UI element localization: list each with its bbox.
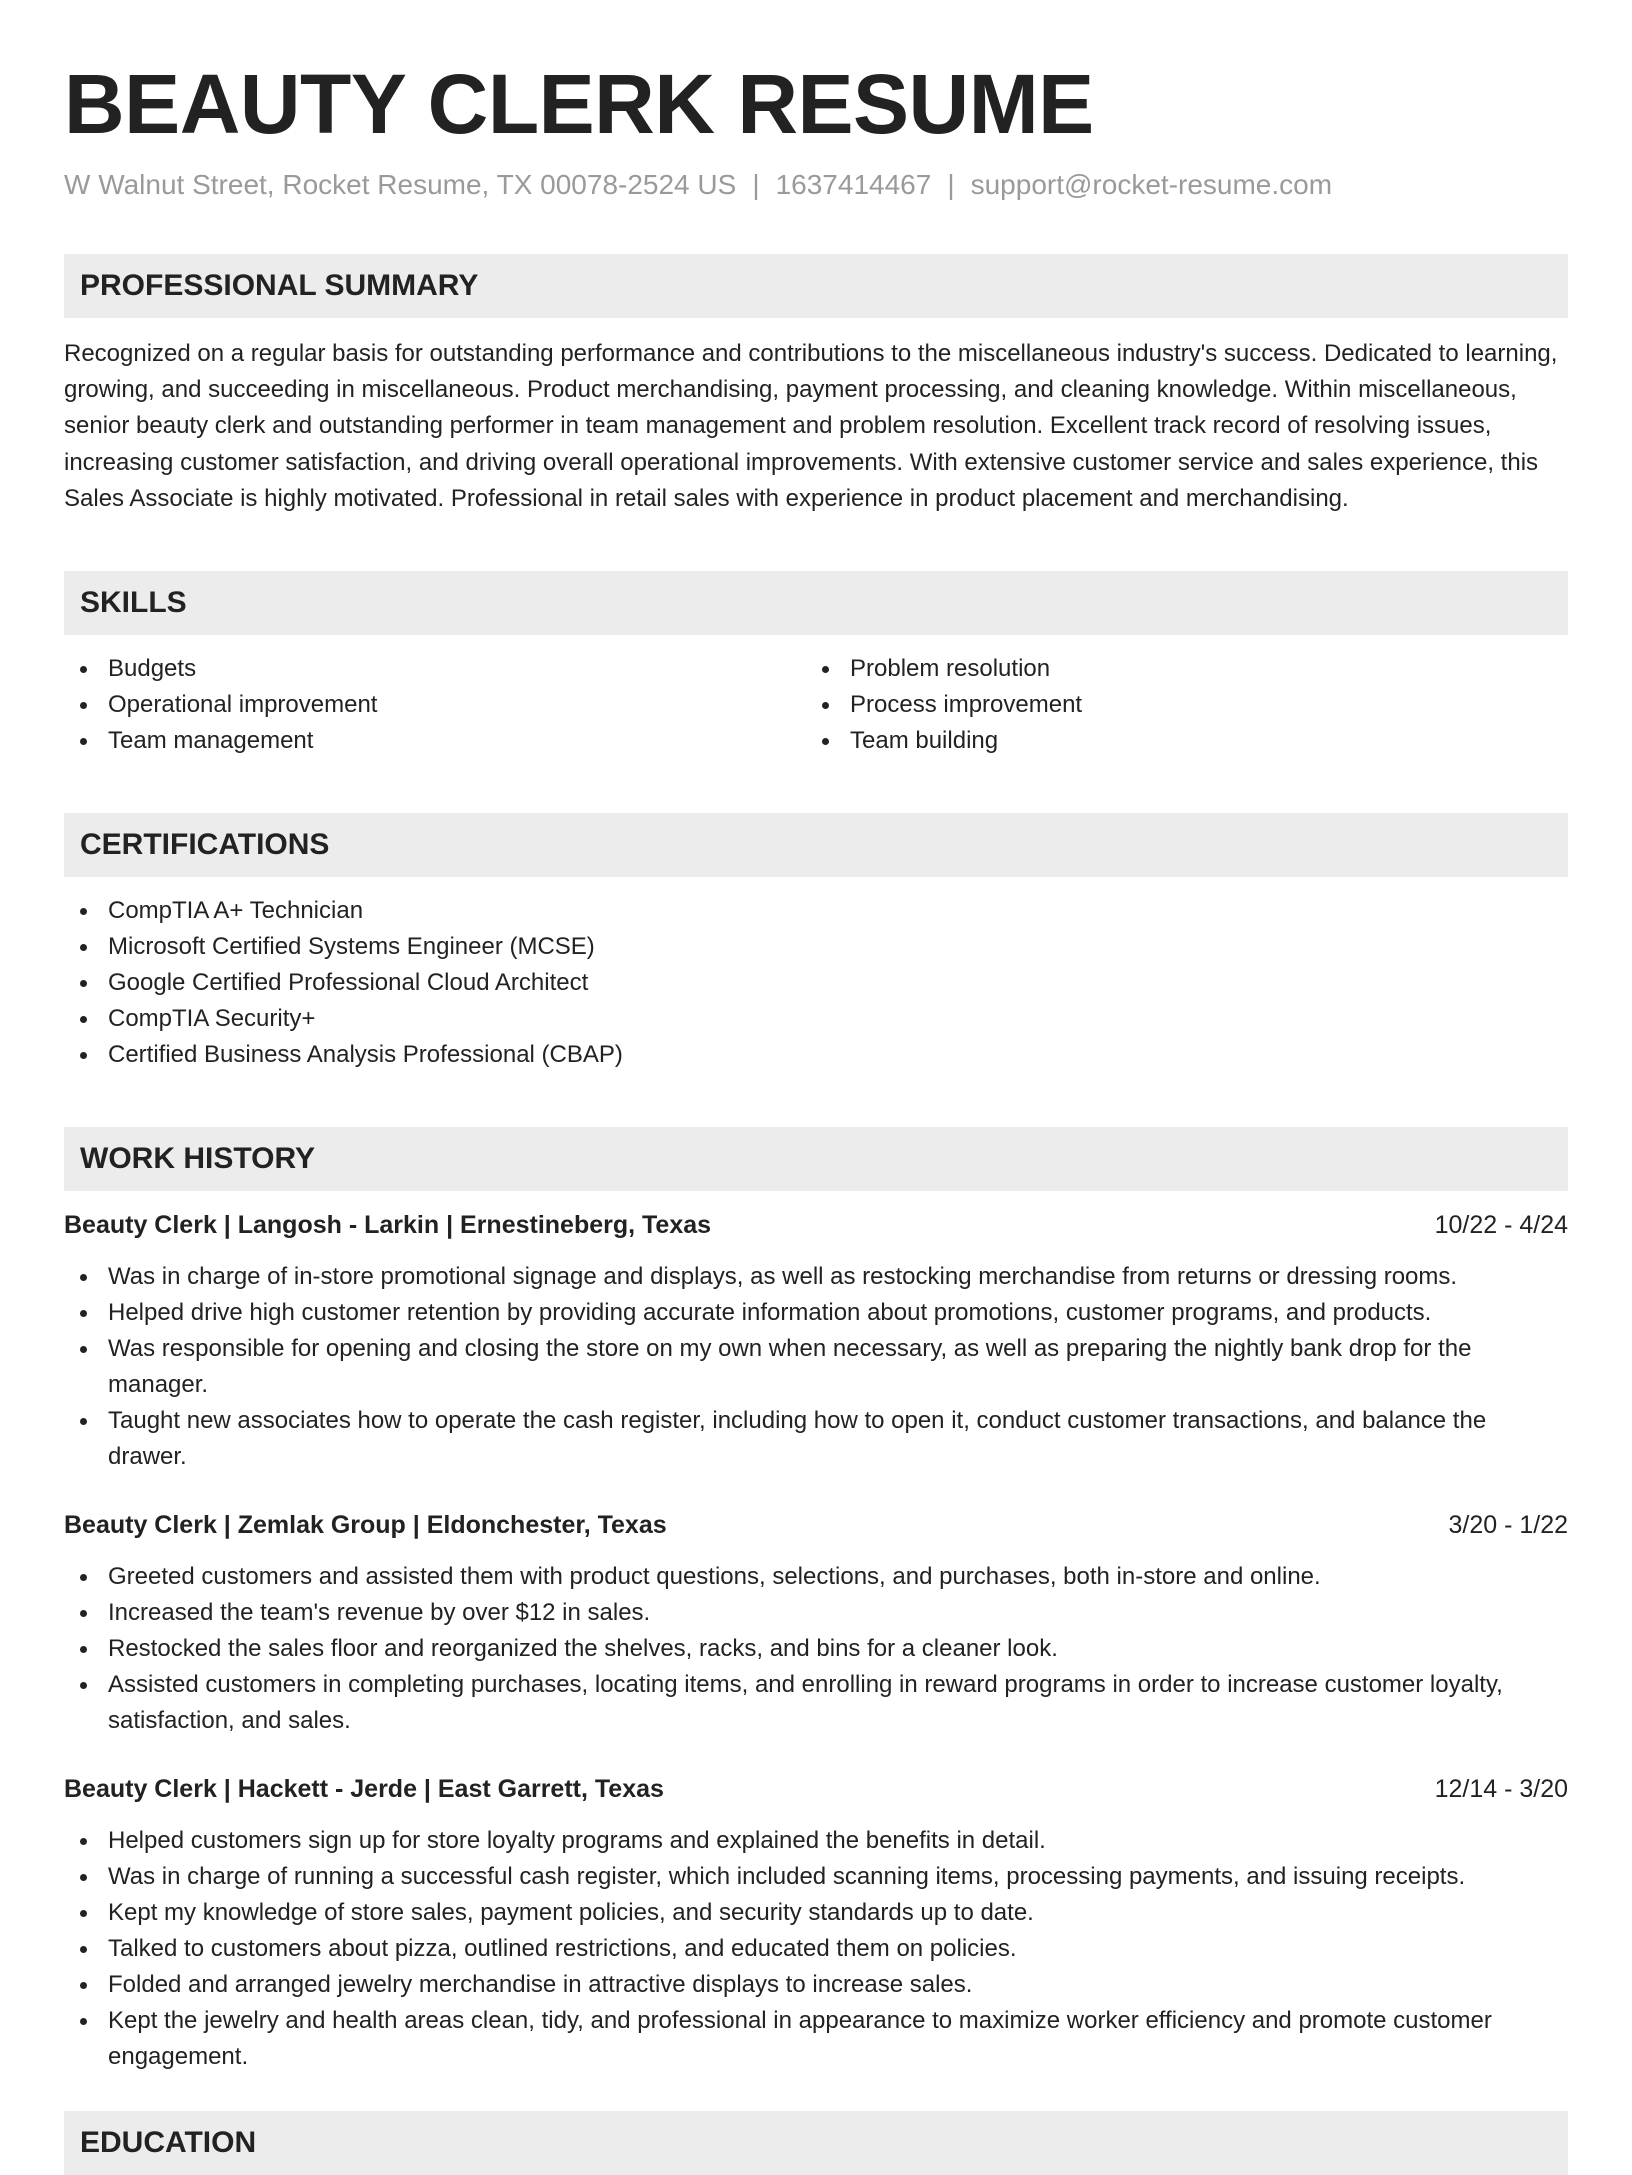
job-bullet: Taught new associates how to operate the cash register, including how to open it, conduct customer transactions, and balance the drawer.	[64, 1403, 1568, 1475]
job-bullet: Helped customers sign up for store loyalty programs and explained the benefits in detail.	[64, 1823, 1568, 1859]
contact-separator: |	[947, 169, 955, 200]
job-title: Beauty Clerk | Zemlak Group | Eldonchester, Texas	[64, 1511, 667, 1540]
work-history-heading: WORK HISTORY	[64, 1127, 1568, 1191]
summary-text: Recognized on a regular basis for outstanding performance and contributions to the miscellaneous industry's success. Dedicated to learning, growing, and succeeding in miscellaneous. Product merchandising, payment processing, and cleaning knowledge. Within miscellaneous, senior beauty clerk and outstanding performer in team management and problem resolution. Excellent track record of resolving issues, increasing customer satisfaction, and driving overall operational improvements. With extensive customer service and sales experience, this Sales Associate is highly motivated. Professional in retail sales with experience in product placement and merchandising.	[64, 340, 1558, 512]
certifications-list	[64, 893, 1568, 1073]
certifications-heading: CERTIFICATIONS	[64, 813, 1568, 877]
job-bullet: Was responsible for opening and closing the store on my own when necessary, as well as preparing the nightly bank drop for the manager.	[64, 1331, 1568, 1403]
contact-separator: |	[752, 169, 760, 200]
job-dates: 3/20 - 1/22	[1448, 1511, 1568, 1540]
job-title: Beauty Clerk | Langosh - Larkin | Ernestineberg, Texas	[64, 1211, 712, 1240]
job-bullet: Kept my knowledge of store sales, payment policies, and security standards up to date.	[64, 1895, 1568, 1931]
skills-right-list	[806, 651, 1548, 759]
certification-item: CompTIA A+ Technician	[64, 893, 1568, 929]
resume-title: BEAUTY CLERK RESUME	[64, 57, 1094, 151]
job-bullet: Was in charge of running a successful cash register, which included scanning items, processing payments, and issuing receipts.	[64, 1859, 1568, 1895]
contact-email[interactable]: support@rocket-resume.com	[970, 169, 1333, 200]
education-heading: EDUCATION	[64, 2111, 1568, 2175]
skill-item: Budgets	[64, 651, 806, 687]
job-entry	[64, 1207, 1568, 1475]
job-bullet: Assisted customers in completing purchases, locating items, and enrolling in reward programs in order to increase customer loyalty, satisfaction, and sales.	[64, 1667, 1568, 1739]
job-dates: 10/22 - 4/24	[1434, 1211, 1568, 1240]
job-header	[64, 1507, 1568, 1543]
skill-item: Process improvement	[806, 687, 1548, 723]
certification-item: CompTIA Security+	[64, 1001, 1568, 1037]
job-header	[64, 1771, 1568, 1807]
job-bullet: Was in charge of in-store promotional signage and displays, as well as restocking merchandise from returns or dressing rooms.	[64, 1259, 1568, 1295]
job-title: Beauty Clerk | Hackett - Jerde | East Garrett, Texas	[64, 1775, 664, 1804]
job-dates: 12/14 - 3/20	[1434, 1775, 1568, 1804]
job-bullets	[64, 1259, 1568, 1475]
skills-heading: SKILLS	[64, 571, 1568, 635]
job-entry	[64, 1507, 1568, 1739]
job-bullet: Greeted customers and assisted them with product questions, selections, and purchases, both in-store and online.	[64, 1559, 1568, 1595]
summary-heading: PROFESSIONAL SUMMARY	[64, 254, 1568, 318]
job-bullets	[64, 1559, 1568, 1739]
contact-line	[64, 168, 1568, 202]
job-bullet: Folded and arranged jewelry merchandise in attractive displays to increase sales.	[64, 1967, 1568, 2003]
skill-item: Problem resolution	[806, 651, 1548, 687]
job-entry	[64, 1771, 1568, 2075]
skill-item: Team management	[64, 723, 806, 759]
contact-address: W Walnut Street, Rocket Resume, TX 00078-2524 US	[64, 169, 737, 200]
skills-columns	[64, 651, 1568, 759]
skill-item: Operational improvement	[64, 687, 806, 723]
certification-item: Google Certified Professional Cloud Architect	[64, 965, 1568, 1001]
certification-item: Microsoft Certified Systems Engineer (MCSE)	[64, 929, 1568, 965]
job-bullet: Helped drive high customer retention by providing accurate information about promotions, customer programs, and products.	[64, 1295, 1568, 1331]
contact-phone: 1637414467	[775, 169, 932, 200]
job-bullet: Increased the team's revenue by over $12 in sales.	[64, 1595, 1568, 1631]
job-bullet: Restocked the sales floor and reorganized the shelves, racks, and bins for a cleaner look.	[64, 1631, 1568, 1667]
certification-item: Certified Business Analysis Professional (CBAP)	[64, 1037, 1568, 1073]
skills-left-list	[64, 651, 806, 759]
job-header	[64, 1207, 1568, 1243]
job-bullets	[64, 1823, 1568, 2075]
skill-item: Team building	[806, 723, 1548, 759]
job-bullet: Talked to customers about pizza, outlined restrictions, and educated them on policies.	[64, 1931, 1568, 1967]
job-bullet: Kept the jewelry and health areas clean, tidy, and professional in appearance to maximize worker efficiency and promote customer engagement.	[64, 2003, 1568, 2075]
